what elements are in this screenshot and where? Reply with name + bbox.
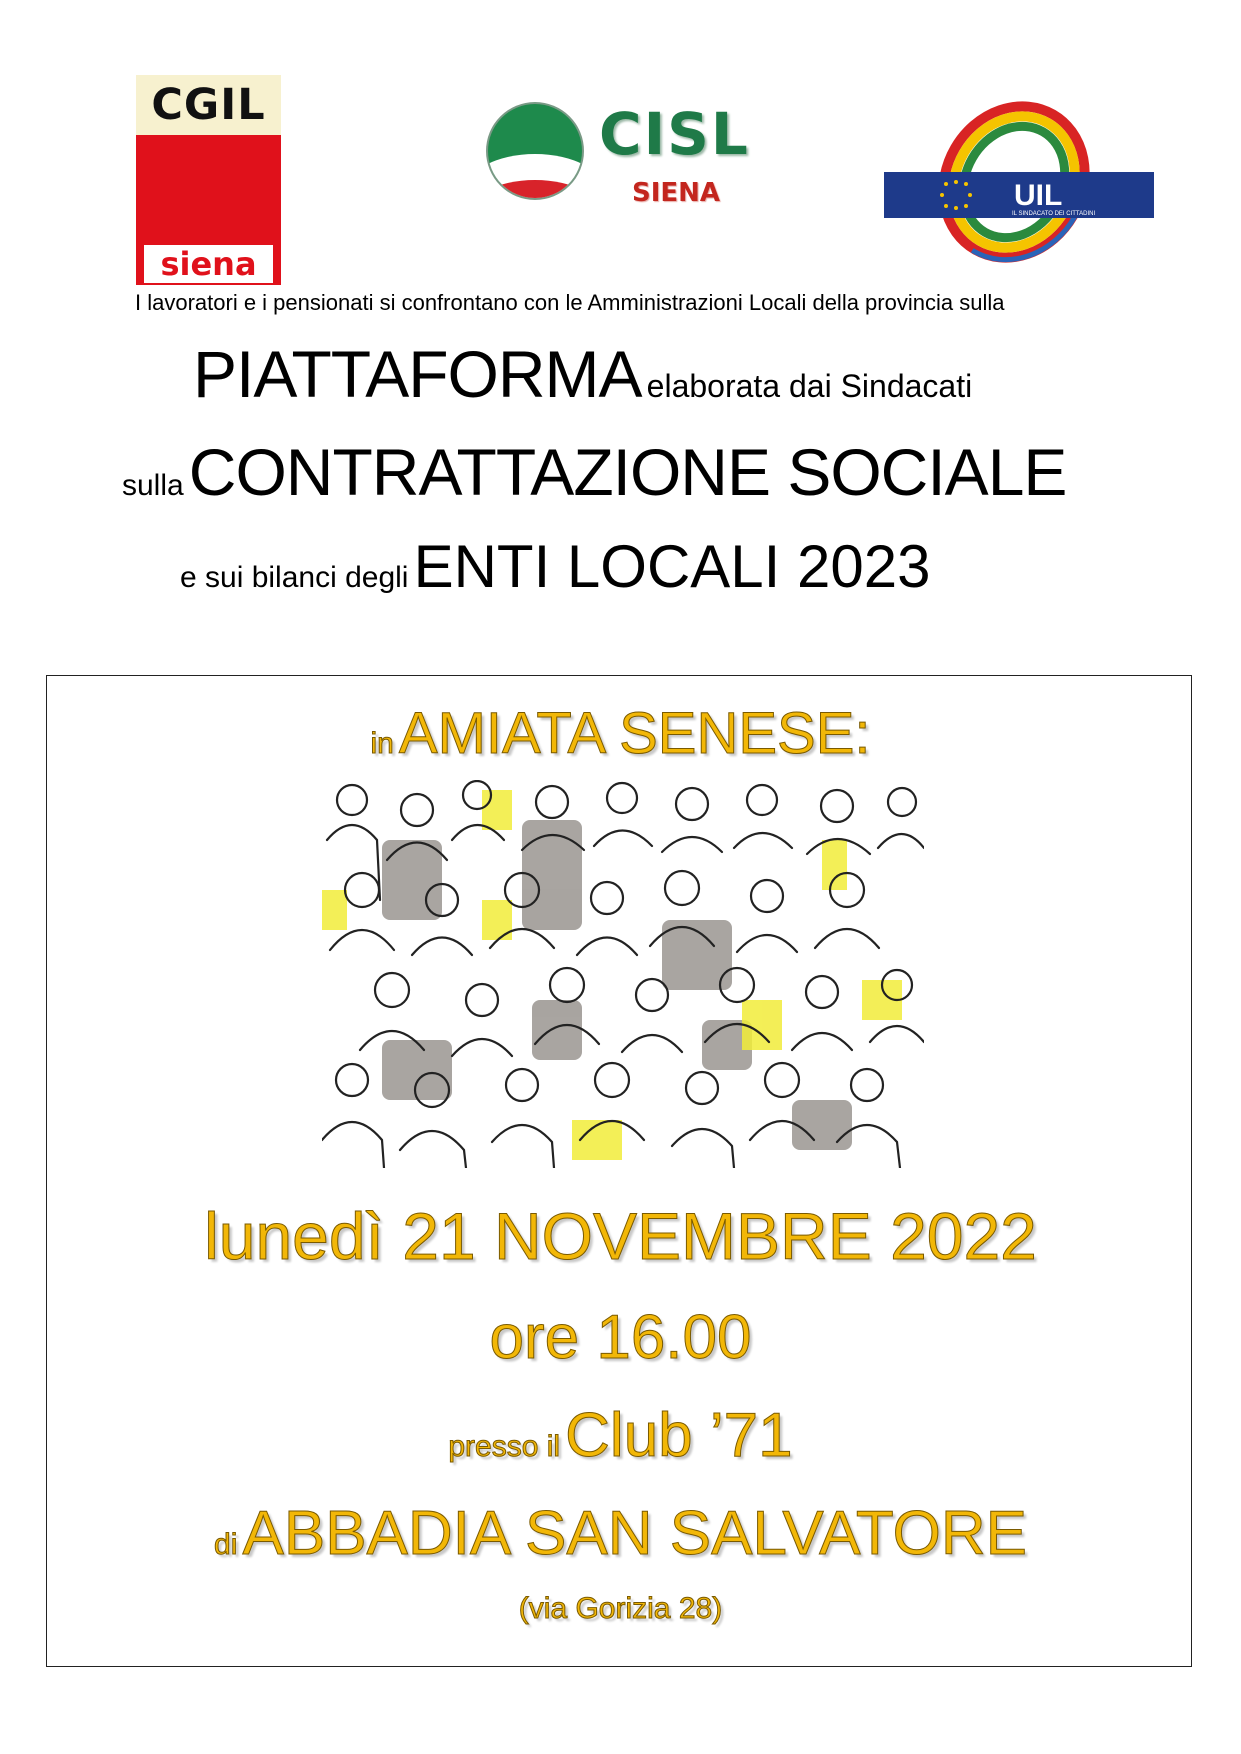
headline-line-2 [122, 434, 1066, 510]
headline-line-1 [193, 336, 972, 412]
intro-text: I lavoratori e i pensionati si confrontano con le Amministrazioni Locali della provincia sulla [135, 290, 1005, 315]
event-venue [0, 1400, 1241, 1471]
cgil-logo [136, 75, 281, 285]
headline-bilanci: e sui bilanci degli [180, 561, 409, 594]
cisl-logo-sub: SIENA [632, 178, 721, 208]
uil-logo [884, 92, 1154, 272]
headline-contrattazione: CONTRATTAZIONE SOCIALE [188, 435, 1067, 509]
event-venue-name: Club ’71 [565, 1401, 793, 1470]
event-time-text: ore 16.00 [489, 1303, 752, 1372]
event-date-text: lunedì 21 NOVEMBRE 2022 [204, 1199, 1037, 1273]
cgil-logo-name: CGIL [136, 75, 281, 135]
event-area-prefix: in [370, 727, 394, 760]
event-date [0, 1198, 1241, 1274]
headline-line-3 [180, 532, 931, 601]
uil-logo-name: UIL [1014, 179, 1063, 212]
uil-logo-tagline: IL SINDACATO DEI CITTADINI [1012, 211, 1096, 217]
event-town-name: ABBADIA SAN SALVATORE [242, 1499, 1027, 1568]
cisl-logo-name: CISL [599, 100, 750, 168]
event-town-prefix: di [214, 1528, 238, 1561]
cisl-logo [484, 100, 774, 220]
crowd-illustration [322, 780, 924, 1168]
headline-piattaforma-sub: elaborata dai Sindacati [646, 368, 973, 404]
headline-piattaforma: PIATTAFORMA [193, 337, 642, 411]
event-area [0, 700, 1241, 767]
event-address [0, 1592, 1241, 1626]
event-venue-prefix: presso il [448, 1430, 561, 1463]
headline-sulla: sulla [122, 469, 184, 502]
headline-enti-locali: ENTI LOCALI 2023 [413, 533, 931, 600]
event-town [0, 1498, 1241, 1569]
cgil-logo-sub: siena [144, 245, 273, 283]
event-time [0, 1302, 1241, 1373]
uil-emblem-icon [884, 92, 1154, 272]
event-area-name: AMIATA SENESE: [398, 701, 871, 766]
cisl-emblem-icon [484, 100, 586, 202]
event-address-text: (via Gorizia 28) [518, 1592, 723, 1625]
